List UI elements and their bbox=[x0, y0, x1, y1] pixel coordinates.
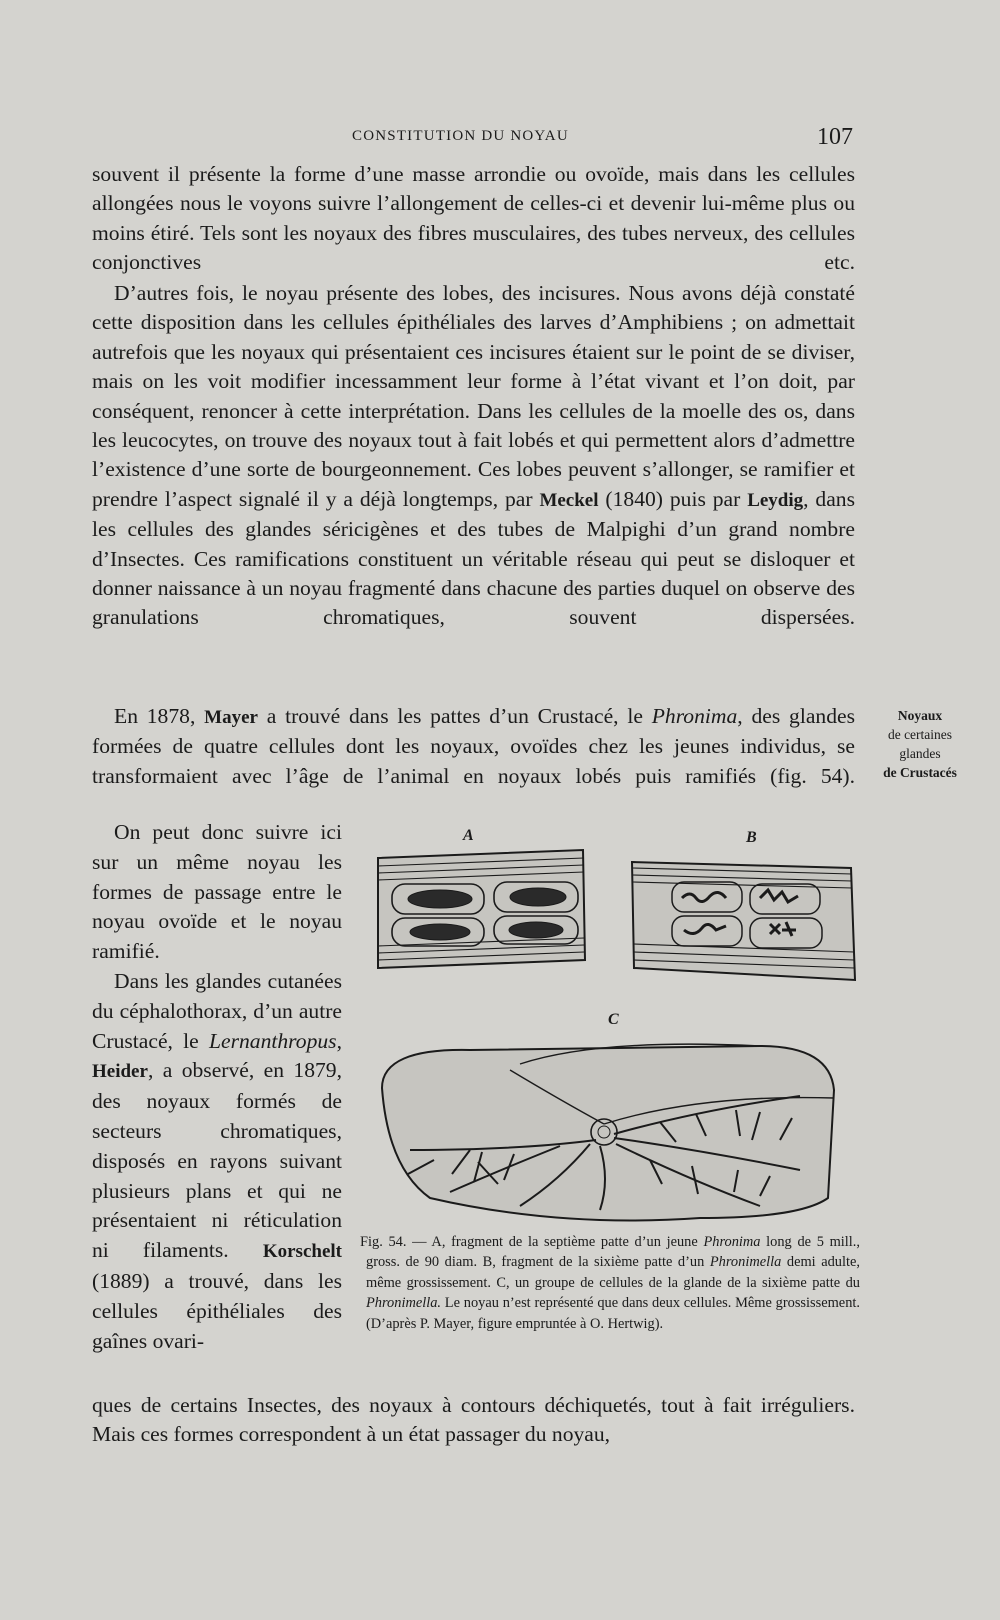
caption-species-2: Phronimella bbox=[709, 1254, 782, 1271]
running-title: CONSTITUTION DU NOYAU bbox=[352, 128, 569, 144]
caption-text-b: long de 5 mill., gross. de 90 diam. B, fragment de la sixième patte d’un bbox=[366, 1234, 860, 1271]
caption-species-1: Phronima bbox=[703, 1234, 761, 1250]
author-leydig: Leydig bbox=[747, 489, 804, 511]
figure-label-b: B bbox=[746, 829, 757, 846]
figure-label-c: C bbox=[608, 1011, 619, 1028]
caption-text-d: Le noyau n’est représenté que dans deux cellules. Même grossissement. (D’après P. Mayer, figure empruntée à O. Hertwig). bbox=[366, 1295, 860, 1332]
narrow-paragraph-2-text-a: Dans les glandes cutanées du céphalothorax, d’un autre Crustacé, le bbox=[92, 968, 342, 1053]
author-meckel: Meckel bbox=[539, 489, 599, 511]
narrow-paragraph-2-text-c: , a observé, en 1879, des noyaux formés de secteurs chromatiques, disposés en rayons suivant plusieurs plans et qui ne présentaient ni réticulation ni filaments. bbox=[92, 1058, 342, 1263]
paragraph-2-text-c: , dans les cellules des glandes séricigènes et des tubes de Malpighi d’un grand nombre d’Insectes. Ces ramifications constituent un véritable réseau qui peut se disloquer et donner naissance à un noyau fragmenté dans chacune des parties duquel on observe des granulations chromatiques, souvent dispersées. bbox=[92, 486, 855, 630]
author-mayer: Mayer bbox=[204, 707, 258, 728]
margin-note-line-3: glandes bbox=[899, 746, 941, 761]
caption-text-c: demi adulte, même grossissement. C, un groupe de cellules de la glande de la sixième patte du bbox=[366, 1254, 860, 1291]
final-paragraph-text: ques de certains Insectes, des noyaux à contours déchiquetés, tout à fait irréguliers. Mais ces formes correspondent à un état passager du noyau, bbox=[92, 1393, 855, 1447]
paragraph-2-text-b: (1840) puis par bbox=[605, 486, 741, 511]
margin-note-line-1: Noyaux bbox=[897, 708, 943, 723]
figure-label-a: A bbox=[463, 827, 474, 844]
species-lernanthropus: Lernanthropus bbox=[209, 1028, 337, 1053]
caption-species-3: Phronimella. bbox=[366, 1295, 442, 1312]
figure-caption bbox=[360, 1232, 860, 1334]
margin-note-line-2: de certaines bbox=[887, 727, 953, 742]
paragraph-3-text-c: , des glandes formées de quatre cellules dont les noyaux, ovoïdes chez les jeunes individus, se transformaient avec l’âge de l’animal en noyaux lobés puis ramifiés (fig. 54). bbox=[92, 704, 855, 788]
species-phronima: Phronima bbox=[651, 704, 738, 728]
caption-text-a: Fig. 54. — A, fragment de la septième patte d’un jeune bbox=[360, 1234, 698, 1250]
paragraph-3-text-b: a trouvé dans les pattes d’un Crustacé, le bbox=[266, 704, 643, 728]
author-heider: Heider bbox=[92, 1061, 148, 1083]
margin-note-line-4: de Crustacés bbox=[883, 765, 957, 780]
narrow-paragraph-2-comma: , bbox=[336, 1028, 342, 1053]
paragraph-2-text-a: D’autres fois, le noyau présente des lobes, des incisures. Nous avons déjà constaté cette disposition dans les cellules épithéliales des larves d’Amphibiens ; on admettait autrefois que les noyaux qui présentaient ces incisures étaient sur le point de se diviser, mais on les voit modifier incessamment leur forme à l’état vivant et l’on doit, par conséquent, renoncer à cette interprétation. Dans les cellules de la moelle des os, dans les leucocytes, on trouve des noyaux tout à fait lobés et qui permettent alors d’admettre l’existence d’une sorte de bourgeonnement. Ces lobes peuvent s’allonger, se ramifier et prendre l’aspect signalé il y a déjà longtemps, par bbox=[92, 281, 855, 511]
narrow-paragraph-1: On peut donc suivre ici sur un même noyau les formes de passage entre le noyau ovoïde et le noyau ramifié. bbox=[92, 820, 342, 964]
figure-a-muscle-fragment bbox=[378, 850, 585, 968]
figure-c-ramified-nuclei bbox=[382, 1044, 834, 1220]
paragraph-3-text-a: En 1878, bbox=[114, 704, 196, 728]
author-korschelt: Korschelt bbox=[262, 1241, 342, 1263]
paragraph-1-text: souvent il présente la forme d’une masse arrondie ou ovoïde, mais dans les cellules allongées nous le voyons suivre l’allongement de celles-ci et devenir lui-même plus ou moins étiré. Tels sont les noyaux des fibres musculaires, des tubes nerveux, des cellules conjonctives etc. bbox=[92, 162, 855, 275]
page-number: 107 bbox=[817, 124, 853, 150]
figure-b-lobed-nuclei bbox=[632, 862, 855, 980]
narrow-paragraph-2-text-d: (1889) a trouvé, dans les cellules épithéliales des gaînes ovari- bbox=[92, 1268, 342, 1353]
